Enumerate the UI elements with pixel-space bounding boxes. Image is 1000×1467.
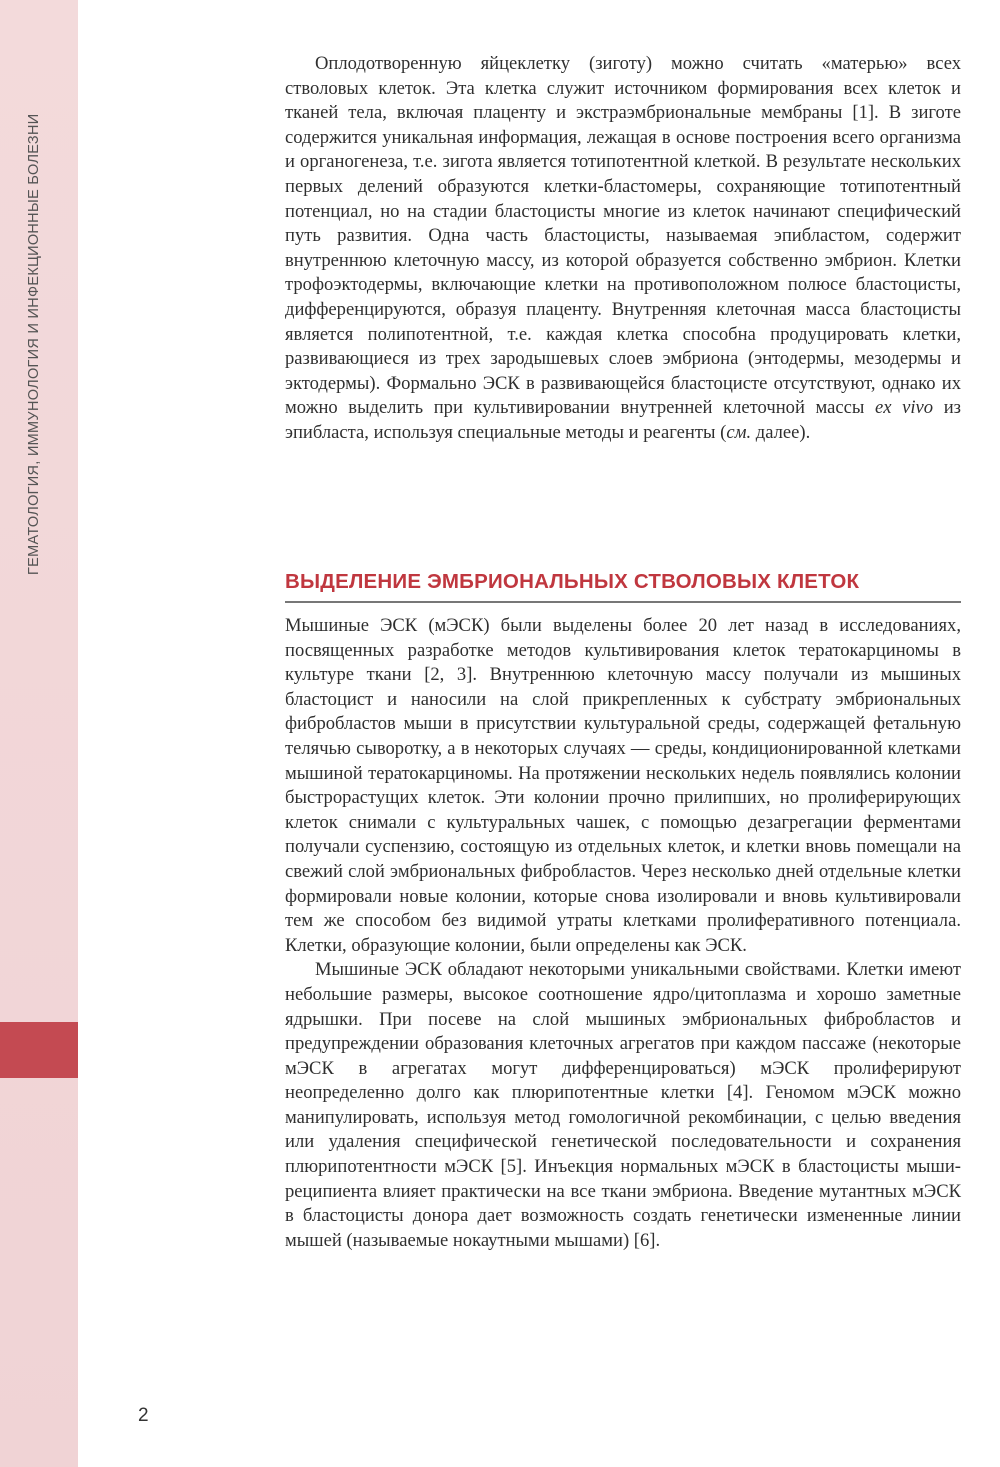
- section-label: ГЕМАТОЛОГИЯ, ИММУНОЛОГИЯ И ИНФЕКЦИОННЫЕ БОЛЕЗНИ: [26, 113, 42, 575]
- heading-divider: [285, 601, 961, 603]
- intro-italic-see: см.: [726, 421, 752, 443]
- intro-block: [285, 52, 961, 446]
- intro-text-1: Оплодотворенную яйцеклетку (зиготу) можно считать «матерью» всех стволовых клеток. Эта клетка служит источником формирования всех клеток и тканей тела, включая плаценту и экстраэмбриональные мембраны [1]. В зиготе содержится уникальная информация, лежащая в основе построения всего организма и органогенеза, т.е. зигота является тотипотентной клеткой. В результате нескольких первых делений образуются клетки-бластомеры, сохраняющие тотипотентный потенциал, но на стадии бластоцисты многие из клеток начинают специфический путь развития. Одна часть бластоцисты, называемая эпибластом, содержит внутреннюю клеточную массу, из которой образуется собственно эмбрион. Клетки трофоэктодермы, включающие клетки на противоположном полюсе бластоцисты, дифференцируются, образуя плаценту. Внутренняя клеточная масса бластоцисты является полипотентной, т.е. каждая клетка способна продуцировать клетки, развивающиеся из трех зародышевых слоев эмбриона (энтодермы, мезодермы и эктодермы). Формально ЭСК в развивающейся бластоцисте отсутствуют, однако их можно выделить при культивировании внутренней клеточной массы: [285, 53, 961, 419]
- intro-text-2: из эпибласта, используя специальные методы и реагенты (: [285, 397, 961, 443]
- section-paragraph-2: Мышиные ЭСК обладают некоторыми уникальными свойствами. Клетки имеют небольшие размеры, высокое соотношение ядро/цитоплазма и хорошо заметные ядрышки. При посеве на слой мышиных эмбриональных фибробластов и предупреждении образования клеточных агрегатов при каждом пассаже (некоторые мЭСК в агрегатах могут дифференцироваться) мЭСК пролиферируют неопределенно долго как плюрипотентные клетки [4]. Геномом мЭСК можно манипулировать, используя метод гомологичной рекомбинации, с целью введения или удаления специфической генетической последовательности и сохранения плюрипотентности мЭСК [5]. Инъекция нормальных мЭСК в бластоцисты мыши-реципиента влияет практически на все ткани эмбриона. Введение мутантных мЭСК в бластоцисты донора дает возможность создать генетически измененные линии мышей (называемые нокаутными мышами) [6].: [285, 959, 961, 1251]
- intro-paragraph: [285, 52, 961, 446]
- intro-italic-ex-vivo: ex vivo: [875, 397, 934, 419]
- page-number: 2: [138, 1405, 149, 1426]
- intro-text-3: далее).: [751, 421, 811, 443]
- section-paragraph-1: Мышиные ЭСК (мЭСК) были выделены более 20 лет назад в исследованиях, посвященных разработке методов культивирования клеток тератокарциномы в культуре ткани [2, 3]. Внутреннюю клеточную массу получали из мышиных бластоцист и наносили на слой прикрепленных к субстрату эмбриональных фибробластов мыши в присутствии культуральной среды, содержащей фетальную телячью сыворотку, а в некоторых случаях — среды, кондиционированной клетками мышиной тератокарциномы. На протяжении нескольких недель появлялись колонии быстрорастущих клеток. Эти колонии прочно прилипших, но пролиферирующих клеток снимали с культуральных чашек, с помощью дезагрегации ферментами получали суспензию, состоящую из отдельных клеток, и клетки вновь помещали на свежий слой эмбриональных фибробластов. Через несколько дней отдельные клетки формировали новые колонии, которые снова изолировали и вновь культивировали тем же способом без видимой утраты клетками пролиферативного потенциала. Клетки, образующие колонии, были определены как ЭСК.: [285, 615, 961, 956]
- section-body: [285, 614, 961, 1253]
- sidebar: [0, 0, 78, 1467]
- section-heading: ВЫДЕЛЕНИЕ ЭМБРИОНАЛЬНЫХ СТВОЛОВЫХ КЛЕТОК: [285, 570, 860, 593]
- sidebar-color-band: [0, 1022, 78, 1078]
